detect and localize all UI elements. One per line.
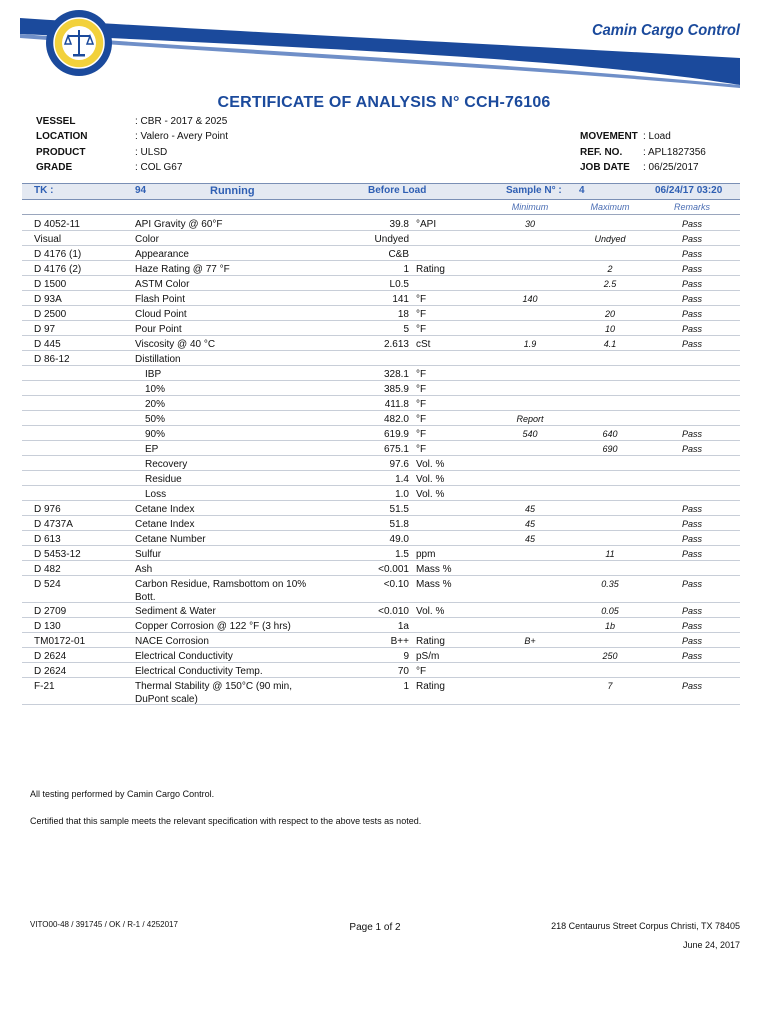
table-row <box>22 291 740 306</box>
test-name-cell: Flash Point <box>135 294 186 305</box>
test-name-cell: IBP <box>145 369 162 380</box>
unit-cell: ppm <box>416 549 436 560</box>
test-name-cell: 90% <box>145 429 166 440</box>
remarks-cell: Pass <box>681 651 702 661</box>
remarks-cell: Pass <box>681 636 702 646</box>
unit-cell: °F <box>416 309 427 320</box>
vessel-label: VESSEL <box>36 116 76 127</box>
test-name-cell: Cetane Index <box>135 519 195 530</box>
sample-datetime: 06/24/17 03:20 <box>655 185 723 196</box>
unit-cell: cSt <box>416 339 431 350</box>
remarks-cell: Pass <box>681 234 702 244</box>
result-value-cell: 411.8 <box>384 399 409 410</box>
table-row <box>22 396 740 411</box>
method-cell: D 976 <box>34 504 61 515</box>
result-value-cell: B++ <box>390 636 409 647</box>
maximum-cell: 4.1 <box>603 339 617 349</box>
minimum-cell: B+ <box>524 636 536 646</box>
unit-cell: Rating <box>416 681 445 692</box>
result-value-cell: 1.0 <box>395 489 409 500</box>
method-cell: D 2500 <box>34 309 67 320</box>
stage-label: Before Load <box>368 185 427 196</box>
test-name-cell: Color <box>135 234 159 245</box>
unit-cell: °F <box>416 384 427 395</box>
maximum-cell: 640 <box>602 429 618 439</box>
method-cell: D 2624 <box>34 651 67 662</box>
minimum-cell: 45 <box>524 534 535 544</box>
result-value-cell: 70 <box>397 666 409 677</box>
test-name-cell: 20% <box>145 399 166 410</box>
sample-value: 4 <box>579 185 585 196</box>
certificate-title: CERTIFICATE OF ANALYSIS N° CCH-76106 <box>217 94 551 111</box>
result-value-cell: <0.10 <box>383 579 409 590</box>
page-number: Page 1 of 2 <box>349 922 401 933</box>
remarks-cell: Pass <box>681 549 702 559</box>
unit-cell: pS/m <box>416 651 440 662</box>
jobdate-value: : 06/25/2017 <box>643 162 699 173</box>
jobdate-label: JOB DATE <box>580 162 630 173</box>
table-row <box>22 618 740 633</box>
test-name-cell: Residue <box>145 474 182 485</box>
tank-header-bar <box>22 183 740 200</box>
table-row <box>22 336 740 351</box>
issue-date: June 24, 2017 <box>682 940 740 950</box>
table-row <box>22 663 740 678</box>
method-cell: D 86-12 <box>34 354 70 365</box>
method-cell: TM0172-01 <box>34 636 86 647</box>
unit-cell: °F <box>416 294 427 305</box>
result-value-cell: 9 <box>403 651 409 662</box>
table-row <box>22 321 740 336</box>
table-row <box>22 456 740 471</box>
result-value-cell: Undyed <box>374 234 409 245</box>
certification-note: Certified that this sample meets the relevant specification with respect to the above tests as noted. <box>30 816 422 826</box>
movement-label: MOVEMENT <box>580 131 638 142</box>
result-value-cell: 1 <box>403 681 409 692</box>
method-cell: D 4052-11 <box>34 219 80 230</box>
remarks-cell: Pass <box>681 519 702 529</box>
result-value-cell: 328.1 <box>383 369 409 380</box>
table-row <box>22 216 740 231</box>
maximum-cell: 10 <box>604 324 615 334</box>
test-name-cell: ASTM Color <box>135 279 190 290</box>
test-name-cell: EP <box>145 444 159 455</box>
test-name-cell: 10% <box>145 384 166 395</box>
tank-status: Running <box>210 185 255 197</box>
test-name-cell: NACE Corrosion <box>135 636 209 647</box>
test-name-cell: Thermal Stability @ 150°C (90 min, DuPont scale) <box>135 681 292 705</box>
maximum-cell: 1b <box>604 621 615 631</box>
test-name-cell: Electrical Conductivity Temp. <box>135 666 263 677</box>
vessel-value: : CBR - 2017 & 2025 <box>135 116 228 127</box>
table-row <box>22 231 740 246</box>
remarks-cell: Pass <box>681 429 702 439</box>
method-cell: F-21 <box>34 681 55 692</box>
limits-header <box>22 202 740 215</box>
result-value-cell: 385.9 <box>383 384 409 395</box>
maximum-cell: 11 <box>605 549 615 559</box>
table-row <box>22 603 740 618</box>
result-value-cell: 482.0 <box>383 414 409 425</box>
unit-cell: Rating <box>416 264 445 275</box>
location-value: : Valero - Avery Point <box>135 131 229 142</box>
method-cell: D 93A <box>34 294 62 305</box>
result-value-cell: 5 <box>403 324 409 335</box>
table-row <box>22 576 740 603</box>
minimum-cell: 45 <box>524 519 535 529</box>
result-value-cell: <0.010 <box>378 606 409 617</box>
table-row <box>22 633 740 648</box>
table-row <box>22 366 740 381</box>
remarks-cell: Pass <box>681 294 702 304</box>
method-cell: D 1500 <box>34 279 67 290</box>
test-name-cell: Appearance <box>135 249 189 260</box>
result-value-cell: 18 <box>397 309 409 320</box>
result-value-cell: <0.001 <box>378 564 409 575</box>
result-value-cell: 141 <box>392 294 409 305</box>
maximum-cell: 2.5 <box>603 279 617 289</box>
brand-name: Camin Cargo Control <box>591 22 740 39</box>
unit-cell: °F <box>416 666 427 677</box>
table-row <box>22 426 740 441</box>
remarks-header: Remarks <box>673 202 710 212</box>
company-logo <box>44 8 114 78</box>
remarks-cell: Pass <box>681 309 702 319</box>
unit-cell: Rating <box>416 636 445 647</box>
table-row <box>22 246 740 261</box>
table-row <box>22 531 740 546</box>
remarks-cell: Pass <box>681 681 702 691</box>
result-value-cell: 1 <box>403 264 409 275</box>
test-name-cell: Recovery <box>145 459 188 470</box>
method-cell: D 524 <box>34 579 61 590</box>
test-name-cell: Cetane Number <box>135 534 206 545</box>
maximum-header: Maximum <box>590 202 630 212</box>
tk-label: TK : <box>34 185 54 196</box>
result-value-cell: 1a <box>397 621 409 632</box>
remarks-cell: Pass <box>681 534 702 544</box>
result-value-cell: 97.6 <box>389 459 409 470</box>
maximum-cell: 2 <box>607 264 613 274</box>
tk-value: 94 <box>135 185 147 196</box>
test-name-cell: Cloud Point <box>135 309 187 320</box>
remarks-cell: Pass <box>681 606 702 616</box>
table-row <box>22 546 740 561</box>
unit-cell: °F <box>416 399 427 410</box>
remarks-cell: Pass <box>681 504 702 514</box>
method-cell: D 445 <box>34 339 61 350</box>
document-code: VITO00-48 / 391745 / OK / R-1 / 4252017 <box>30 920 178 929</box>
method-cell: D 482 <box>34 564 61 575</box>
test-name-cell: Ash <box>135 564 153 575</box>
method-cell: D 4176 (1) <box>34 249 82 260</box>
refno-value: : APL1827356 <box>643 147 706 158</box>
minimum-header: Minimum <box>511 202 549 212</box>
company-address: 218 Centaurus Street Corpus Christi, TX 78405 <box>551 921 740 931</box>
test-name-cell: Carbon Residue, Ramsbottom on 10% Bott. <box>135 579 307 603</box>
maximum-cell: 0.05 <box>601 606 619 616</box>
maximum-cell: 690 <box>602 444 618 454</box>
remarks-cell: Pass <box>681 621 702 631</box>
test-name-cell: Pour Point <box>135 324 182 335</box>
remarks-cell: Pass <box>681 279 702 289</box>
method-cell: D 2709 <box>34 606 67 617</box>
remarks-cell: Pass <box>681 339 702 349</box>
method-cell: D 130 <box>34 621 61 632</box>
result-value-cell: 39.8 <box>389 219 409 230</box>
test-name-cell: Distillation <box>135 354 181 365</box>
method-cell: D 97 <box>34 324 56 335</box>
maximum-cell: 20 <box>604 309 615 319</box>
remarks-cell: Pass <box>681 324 702 334</box>
minimum-cell: 45 <box>524 504 535 514</box>
result-value-cell: 2.613 <box>383 339 409 350</box>
method-cell: D 5453-12 <box>34 549 81 560</box>
method-cell: D 2624 <box>34 666 67 677</box>
table-row <box>22 306 740 321</box>
test-name-cell: Viscosity @ 40 °C <box>135 339 216 350</box>
test-name-cell: Cetane Index <box>135 504 195 515</box>
grade-label: GRADE <box>36 162 73 173</box>
test-name-cell: Sulfur <box>135 549 162 560</box>
table-row <box>22 351 740 366</box>
minimum-cell: 1.9 <box>523 339 537 349</box>
unit-cell: °F <box>416 429 427 440</box>
remarks-cell: Pass <box>681 249 702 259</box>
test-name-cell: Loss <box>145 489 167 500</box>
test-name-cell: 50% <box>145 414 166 425</box>
remarks-cell: Pass <box>681 219 702 229</box>
result-value-cell: 1.5 <box>395 549 409 560</box>
test-name-cell: API Gravity @ 60°F <box>135 219 223 230</box>
maximum-cell: 0.35 <box>601 579 619 589</box>
unit-cell: °F <box>416 369 427 380</box>
remarks-cell: Pass <box>681 444 702 454</box>
result-value-cell: 675.1 <box>383 444 409 455</box>
table-row <box>22 516 740 531</box>
unit-cell: Vol. % <box>416 489 445 500</box>
table-row <box>22 381 740 396</box>
result-value-cell: C&B <box>388 249 409 260</box>
table-row <box>22 501 740 516</box>
location-label: LOCATION <box>36 131 88 142</box>
test-name-cell: Haze Rating @ 77 °F <box>135 264 230 275</box>
table-row <box>22 648 740 663</box>
table-row <box>22 561 740 576</box>
table-row <box>22 486 740 501</box>
product-label: PRODUCT <box>36 147 86 158</box>
method-cell: D 4176 (2) <box>34 264 82 275</box>
table-row <box>22 441 740 456</box>
refno-label: REF. NO. <box>580 147 623 158</box>
testing-note: All testing performed by Camin Cargo Control. <box>30 789 215 799</box>
movement-value: : Load <box>643 131 671 142</box>
unit-cell: °API <box>416 219 437 230</box>
table-row <box>22 261 740 276</box>
table-row <box>22 411 740 426</box>
unit-cell: °F <box>416 324 427 335</box>
minimum-cell: 140 <box>522 294 538 304</box>
result-value-cell: 51.8 <box>389 519 409 530</box>
remarks-cell: Pass <box>681 264 702 274</box>
method-cell: D 613 <box>34 534 61 545</box>
unit-cell: Mass % <box>416 564 452 575</box>
unit-cell: Vol. % <box>416 606 445 617</box>
minimum-cell: 30 <box>524 219 535 229</box>
result-value-cell: L0.5 <box>389 279 409 290</box>
unit-cell: °F <box>416 414 427 425</box>
product-value: : ULSD <box>135 147 168 158</box>
unit-cell: Mass % <box>416 579 452 590</box>
unit-cell: Vol. % <box>416 474 445 485</box>
table-row <box>22 276 740 291</box>
maximum-cell: Undyed <box>594 234 626 244</box>
maximum-cell: 250 <box>602 651 618 661</box>
unit-cell: Vol. % <box>416 459 445 470</box>
method-cell: Visual <box>34 234 62 245</box>
result-value-cell: 1.4 <box>395 474 409 485</box>
test-name-cell: Electrical Conductivity <box>135 651 233 662</box>
minimum-cell: Report <box>516 414 544 424</box>
result-value-cell: 619.9 <box>383 429 409 440</box>
test-name-cell: Sediment & Water <box>135 606 216 617</box>
table-row <box>22 678 740 705</box>
result-value-cell: 49.0 <box>389 534 409 545</box>
sample-label: Sample N° : <box>506 185 562 196</box>
maximum-cell: 7 <box>607 681 613 691</box>
grade-value: : COL G67 <box>135 162 183 173</box>
minimum-cell: 540 <box>522 429 538 439</box>
header-swoosh <box>0 0 768 95</box>
test-name-cell: Copper Corrosion @ 122 °F (3 hrs) <box>135 621 291 632</box>
remarks-cell: Pass <box>681 579 702 589</box>
table-row <box>22 471 740 486</box>
result-value-cell: 51.5 <box>389 504 409 515</box>
method-cell: D 4737A <box>34 519 73 530</box>
unit-cell: °F <box>416 444 427 455</box>
